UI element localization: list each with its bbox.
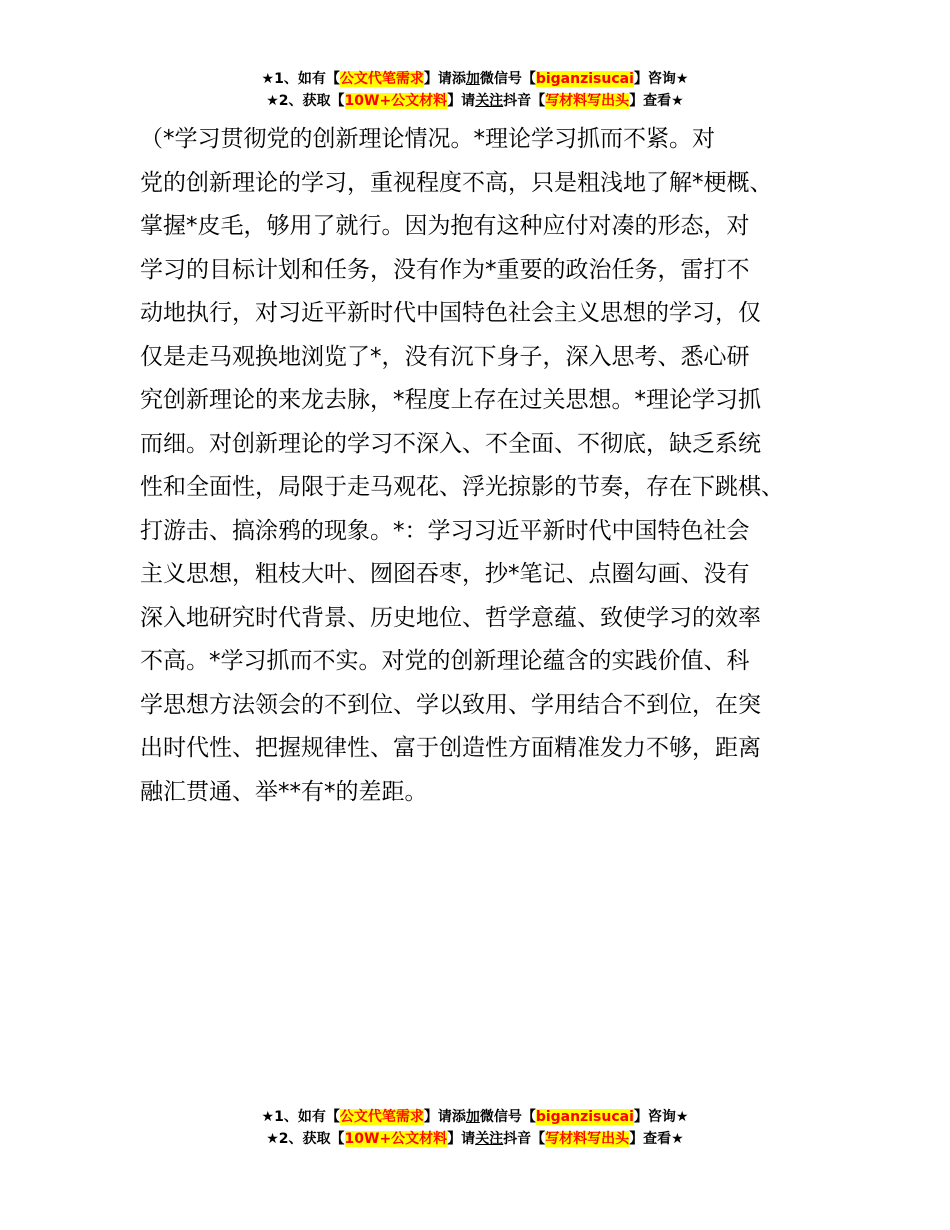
- body-line: 而细。对创新理论的学习不深入、不全面、不彻底，缺乏系统: [140, 430, 761, 457]
- footer-promo: [0, 1106, 950, 1150]
- header-line2-highlight-materials: 10W+公文材料: [344, 93, 448, 109]
- footer-line1-highlight-wechat: biganzisucai: [535, 1109, 634, 1125]
- header-line1-prefix: ★1、如有【: [261, 71, 340, 87]
- body-line: 深入地研究时代背景、历史地位、哲学意蕴、致使学习的效率: [140, 604, 761, 631]
- footer-promo-line-2: [0, 1128, 950, 1150]
- footer-line1-suffix: 】咨询★: [633, 1109, 689, 1125]
- header-promo: [0, 68, 950, 112]
- footer-line1-prefix: ★1、如有【: [261, 1109, 340, 1125]
- body-line: 性和全面性，局限于走马观花、浮光掠影的节奏，存在下跳棋、: [140, 474, 784, 500]
- header-line1-mid1: 】请添: [423, 71, 466, 87]
- header-line2-prefix: ★2、获取【: [266, 93, 345, 109]
- footer-line2-mid1: 】请: [447, 1131, 476, 1147]
- footer-line2-prefix: ★2、获取【: [266, 1131, 345, 1147]
- footer-line2-mid2: 抖音【: [503, 1131, 546, 1147]
- header-promo-line-1: [0, 68, 950, 90]
- header-line2-mid2: 抖音【: [503, 93, 546, 109]
- footer-line1-underlined: 加: [465, 1109, 480, 1125]
- header-line2-underlined: 关注: [475, 93, 504, 109]
- header-line1-highlight-wechat: biganzisucai: [535, 71, 634, 87]
- body-line: 究创新理论的来龙去脉，*程度上存在过关思想。*理论学习抓: [140, 387, 761, 413]
- body-line: 打游击、搞涂鸦的现象。*：学习习近平新时代中国特色社会: [140, 517, 750, 544]
- document-body: [140, 118, 830, 814]
- footer-line2-highlight-materials: 10W+公文材料: [344, 1131, 448, 1147]
- footer-line2-underlined: 关注: [475, 1131, 504, 1147]
- footer-line1-highlight-service: 公文代笔需求: [339, 1109, 424, 1125]
- header-line1-highlight-service: 公文代笔需求: [339, 71, 424, 87]
- body-line: 主义思想，粗枝大叶、囫囵吞枣，抄*笔记、点圈勾画、没有: [140, 561, 750, 587]
- footer-line2-suffix: 】查看★: [629, 1131, 684, 1147]
- footer-promo-line-1: [0, 1106, 950, 1128]
- body-line: 学习的目标计划和任务，没有作为*重要的政治任务，雷打不: [140, 256, 750, 283]
- body-line: 融汇贯通、举**有*的差距。: [140, 778, 428, 805]
- body-line: 掌握*皮毛，够用了就行。因为抱有这种应付对凑的形态，对: [140, 213, 750, 239]
- footer-line1-mid1: 】请添: [423, 1109, 466, 1125]
- body-line: 学思想方法领会的不到位、学以致用、学用结合不到位，在突: [140, 691, 761, 718]
- footer-line1-mid2: 微信号【: [479, 1109, 536, 1125]
- body-line: 出时代性、把握规律性、富于创造性方面精准发力不够，距离: [140, 735, 761, 761]
- header-line1-suffix: 】咨询★: [633, 71, 689, 87]
- body-line: （*学习贯彻党的创新理论情况。*理论学习抓而不紧。对: [140, 126, 715, 152]
- header-line1-mid2: 微信号【: [479, 71, 536, 87]
- body-line: 动地执行，对习近平新时代中国特色社会主义思想的学习，仅: [140, 300, 761, 326]
- header-line2-highlight-douyin: 写材料写出头: [545, 93, 630, 109]
- header-line2-mid1: 】请: [447, 93, 476, 109]
- footer-line2-highlight-douyin: 写材料写出头: [545, 1131, 630, 1147]
- header-promo-line-2: [0, 90, 950, 112]
- header-line1-underlined: 加: [465, 71, 480, 87]
- header-line2-suffix: 】查看★: [629, 93, 684, 109]
- body-line: 不高。*学习抓而不实。对党的创新理论蕴含的实践价值、科: [140, 648, 750, 674]
- body-line: 党的创新理论的学习，重视程度不高，只是粗浅地了解*梗概、: [140, 169, 773, 196]
- body-line: 仅是走马观换地浏览了*，没有沉下身子，深入思考、悉心研: [140, 343, 750, 370]
